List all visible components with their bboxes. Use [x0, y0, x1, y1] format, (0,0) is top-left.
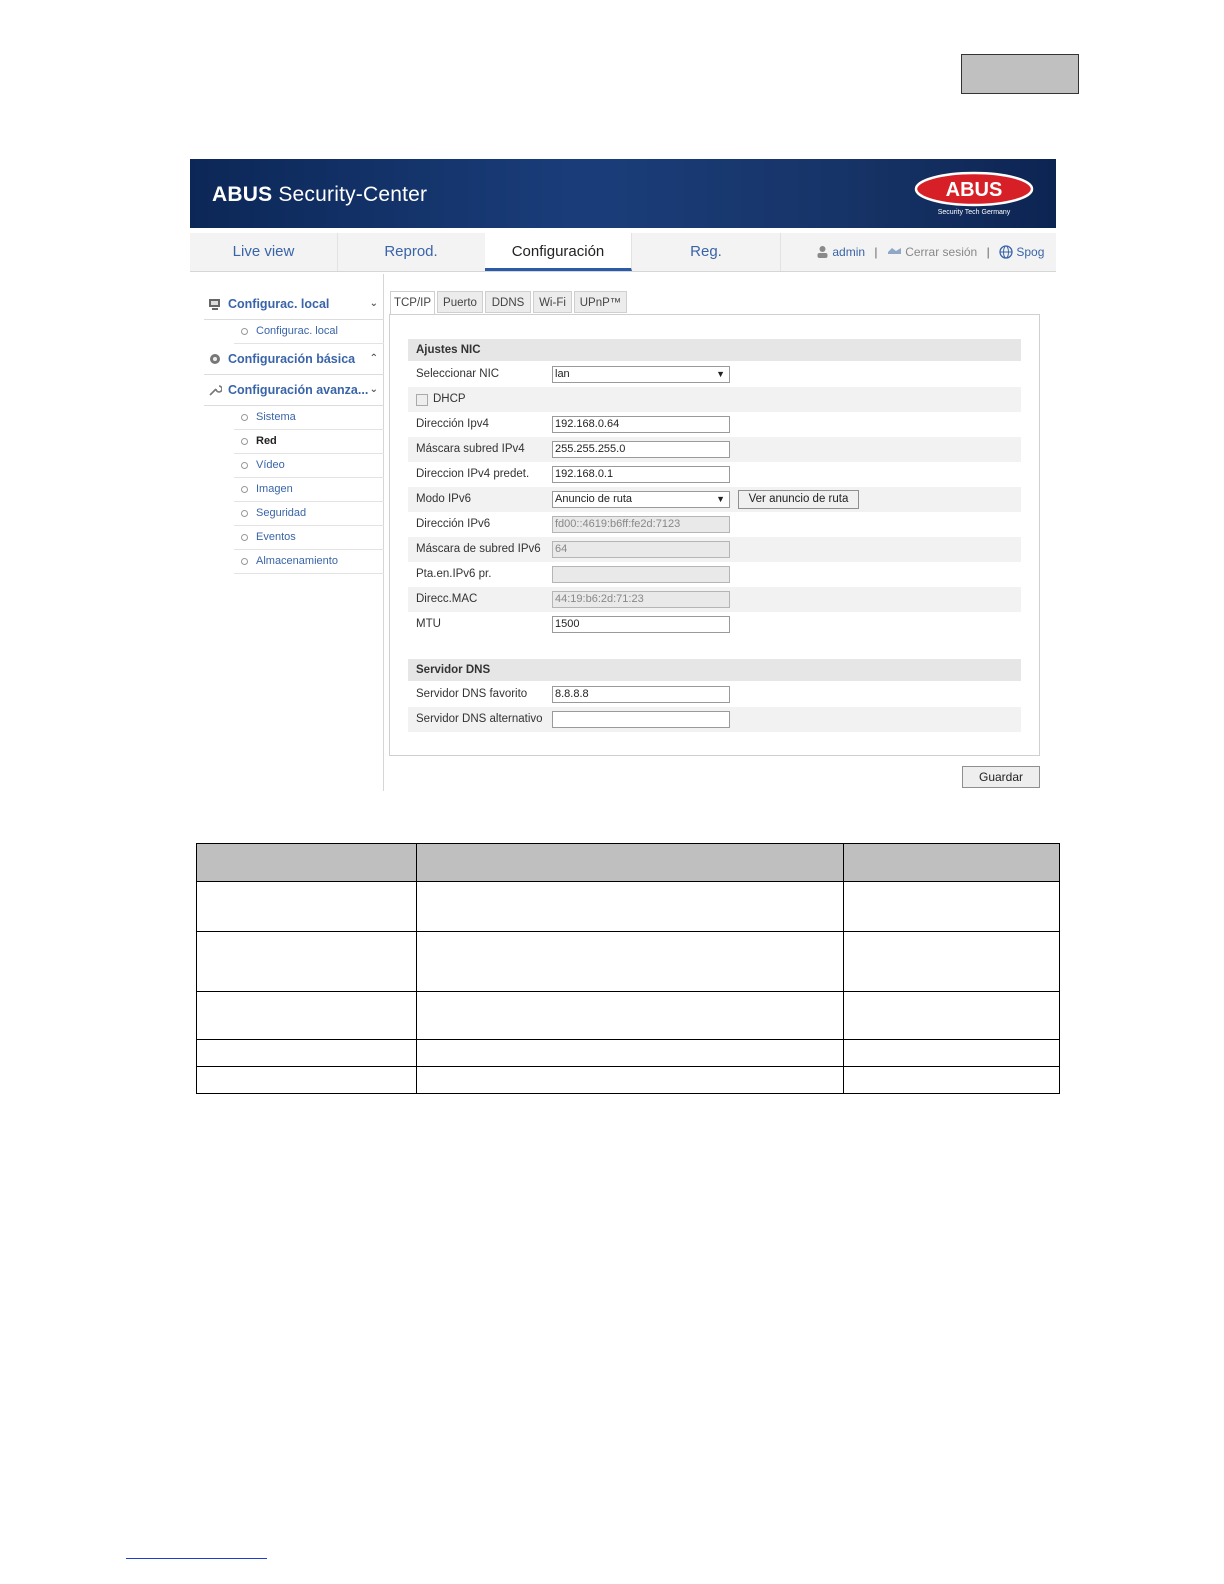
sidebar-item-network[interactable]: Red — [234, 430, 384, 454]
user-area: admin | Cerrar sesión | Spog — [816, 233, 1044, 271]
subtab-tcpip[interactable]: TCP/IP — [390, 291, 435, 315]
software-screenshot — [190, 159, 1056, 791]
tab-playback[interactable]: Reprod. — [337, 233, 486, 271]
bullet-icon — [241, 462, 248, 469]
nic-section-title: Ajustes NIC — [408, 339, 1021, 361]
table-cell — [197, 882, 417, 932]
table-row — [197, 1040, 1060, 1067]
tab-configuration[interactable]: Configuración — [485, 233, 632, 271]
dns-section-title: Servidor DNS — [408, 659, 1021, 681]
ipv4-gateway-input[interactable]: 192.168.0.1 — [552, 466, 730, 483]
table-header-cell — [197, 844, 417, 882]
gear-icon — [208, 352, 222, 366]
tab-live-view[interactable]: Live view — [190, 233, 338, 271]
table-cell — [416, 1040, 844, 1067]
row-dhcp: DHCP — [408, 387, 1021, 412]
table-cell — [416, 992, 844, 1040]
row-dns-alternate: Servidor DNS alternativo — [408, 707, 1021, 732]
subtab-upnp[interactable]: UPnP™ — [574, 291, 627, 313]
table-cell — [416, 1067, 844, 1094]
user-icon — [816, 245, 829, 258]
dhcp-checkbox[interactable] — [416, 394, 428, 406]
bullet-icon — [241, 328, 248, 335]
table-cell — [416, 882, 844, 932]
monitor-icon — [208, 297, 222, 311]
row-dns-preferred: Servidor DNS favorito 8.8.8.8 — [408, 682, 1021, 707]
chevron-up-icon: ⌃ — [369, 353, 378, 364]
view-route-ad-button[interactable]: Ver anuncio de ruta — [738, 490, 859, 509]
parameter-table — [196, 843, 1060, 1094]
bullet-icon — [241, 486, 248, 493]
ipv6-gateway-input — [552, 566, 730, 583]
table-header-row — [197, 844, 1060, 882]
ipv4-address-input[interactable]: 192.168.0.64 — [552, 416, 730, 433]
table-row — [197, 1067, 1060, 1094]
row-ipv4: Dirección Ipv4 192.168.0.64 — [408, 412, 1021, 437]
app-header — [190, 159, 1056, 228]
username-link[interactable]: admin — [832, 245, 866, 259]
ipv6-address-input: fd00::4619:b6ff:fe2d:7123 — [552, 516, 730, 533]
bullet-icon — [241, 558, 248, 565]
table-cell — [416, 932, 844, 992]
bullet-icon — [241, 414, 248, 421]
table-cell — [844, 882, 1060, 932]
table-cell — [844, 932, 1060, 992]
chevron-down-icon: ⌄ — [369, 384, 378, 395]
row-ipv4-mask: Máscara subred IPv4 255.255.255.0 — [408, 437, 1021, 462]
ipv6-mask-input: 64 — [552, 541, 730, 558]
dns-alternate-input[interactable] — [552, 711, 730, 728]
subtab-port[interactable]: Puerto — [437, 291, 483, 313]
wrench-icon — [208, 383, 222, 397]
bullet-icon — [241, 438, 248, 445]
svg-text:Security Tech Germany: Security Tech Germany — [937, 209, 1011, 216]
table-row — [197, 992, 1060, 1040]
bullet-icon — [241, 534, 248, 541]
mtu-input[interactable]: 1500 — [552, 616, 730, 633]
table-row — [197, 932, 1060, 992]
table-header-cell — [844, 844, 1060, 882]
sidebar-item-image[interactable]: Imagen — [234, 478, 384, 502]
tab-log[interactable]: Reg. — [632, 233, 781, 271]
row-ipv4-gateway: Direccion IPv4 predet. 192.168.0.1 — [408, 462, 1021, 487]
table-cell — [197, 992, 417, 1040]
row-mac: Direcc.MAC 44:19:b6:2d:71:23 — [408, 587, 1021, 612]
row-ipv6-mask: Máscara de subred IPv6 64 — [408, 537, 1021, 562]
table-cell — [197, 1067, 417, 1094]
row-ipv6: Dirección IPv6 fd00::4619:b6ff:fe2d:7123 — [408, 512, 1021, 537]
chevron-down-icon: ⌄ — [369, 298, 378, 309]
select-nic-dropdown[interactable]: lan ▼ — [552, 366, 730, 383]
main-nav — [190, 233, 1056, 272]
table-cell — [197, 932, 417, 992]
row-ipv6-gateway: Pta.en.IPv6 pr. — [408, 562, 1021, 587]
table-row — [197, 882, 1060, 932]
sidebar-item-security[interactable]: Seguridad — [234, 502, 384, 526]
sidebar-item-local[interactable]: Configurac. local — [234, 320, 384, 344]
table-header-cell — [416, 844, 844, 882]
sidebar-group-local[interactable]: Configurac. local ⌄ — [204, 289, 384, 320]
ipv6-mode-dropdown[interactable]: Anuncio de ruta ▼ — [552, 491, 730, 508]
sidebar-item-events[interactable]: Eventos — [234, 526, 384, 550]
mac-address-input: 44:19:b6:2d:71:23 — [552, 591, 730, 608]
sidebar-item-video[interactable]: Vídeo — [234, 454, 384, 478]
footer-link-underline — [126, 1558, 267, 1559]
globe-icon — [999, 245, 1013, 259]
page-number-box — [961, 54, 1079, 94]
logout-icon — [887, 246, 902, 257]
dns-preferred-input[interactable]: 8.8.8.8 — [552, 686, 730, 703]
subtab-wifi[interactable]: Wi-Fi — [533, 291, 572, 313]
row-mtu: MTU 1500 — [408, 612, 1021, 637]
table-cell — [844, 1040, 1060, 1067]
row-select-nic: Seleccionar NIC lan ▼ — [408, 362, 1021, 387]
sidebar-item-storage[interactable]: Almacenamiento — [234, 550, 384, 574]
bullet-icon — [241, 510, 248, 517]
row-ipv6-mode: Modo IPv6 Anuncio de ruta ▼ Ver anuncio de ruta — [408, 487, 1021, 512]
sidebar-group-advanced[interactable]: Configuración avanza... ⌄ — [204, 375, 384, 406]
subtab-ddns[interactable]: DDNS — [485, 291, 531, 313]
app-title: ABUS Security-Center — [212, 183, 428, 206]
language-link[interactable]: Spog — [1016, 245, 1045, 259]
config-sidebar — [204, 289, 384, 574]
sidebar-item-system[interactable]: Sistema — [234, 406, 384, 430]
table-cell — [844, 1067, 1060, 1094]
sidebar-group-basic[interactable]: Configuración básica ⌃ — [204, 344, 384, 375]
abus-logo — [914, 171, 1034, 217]
ipv4-mask-input[interactable]: 255.255.255.0 — [552, 441, 730, 458]
logout-link[interactable]: Cerrar sesión — [905, 245, 978, 259]
svg-text:ABUS: ABUS — [945, 179, 1003, 201]
save-button[interactable]: Guardar — [962, 766, 1040, 788]
table-cell — [844, 992, 1060, 1040]
table-cell — [197, 1040, 417, 1067]
tcpip-settings-panel — [389, 314, 1040, 756]
